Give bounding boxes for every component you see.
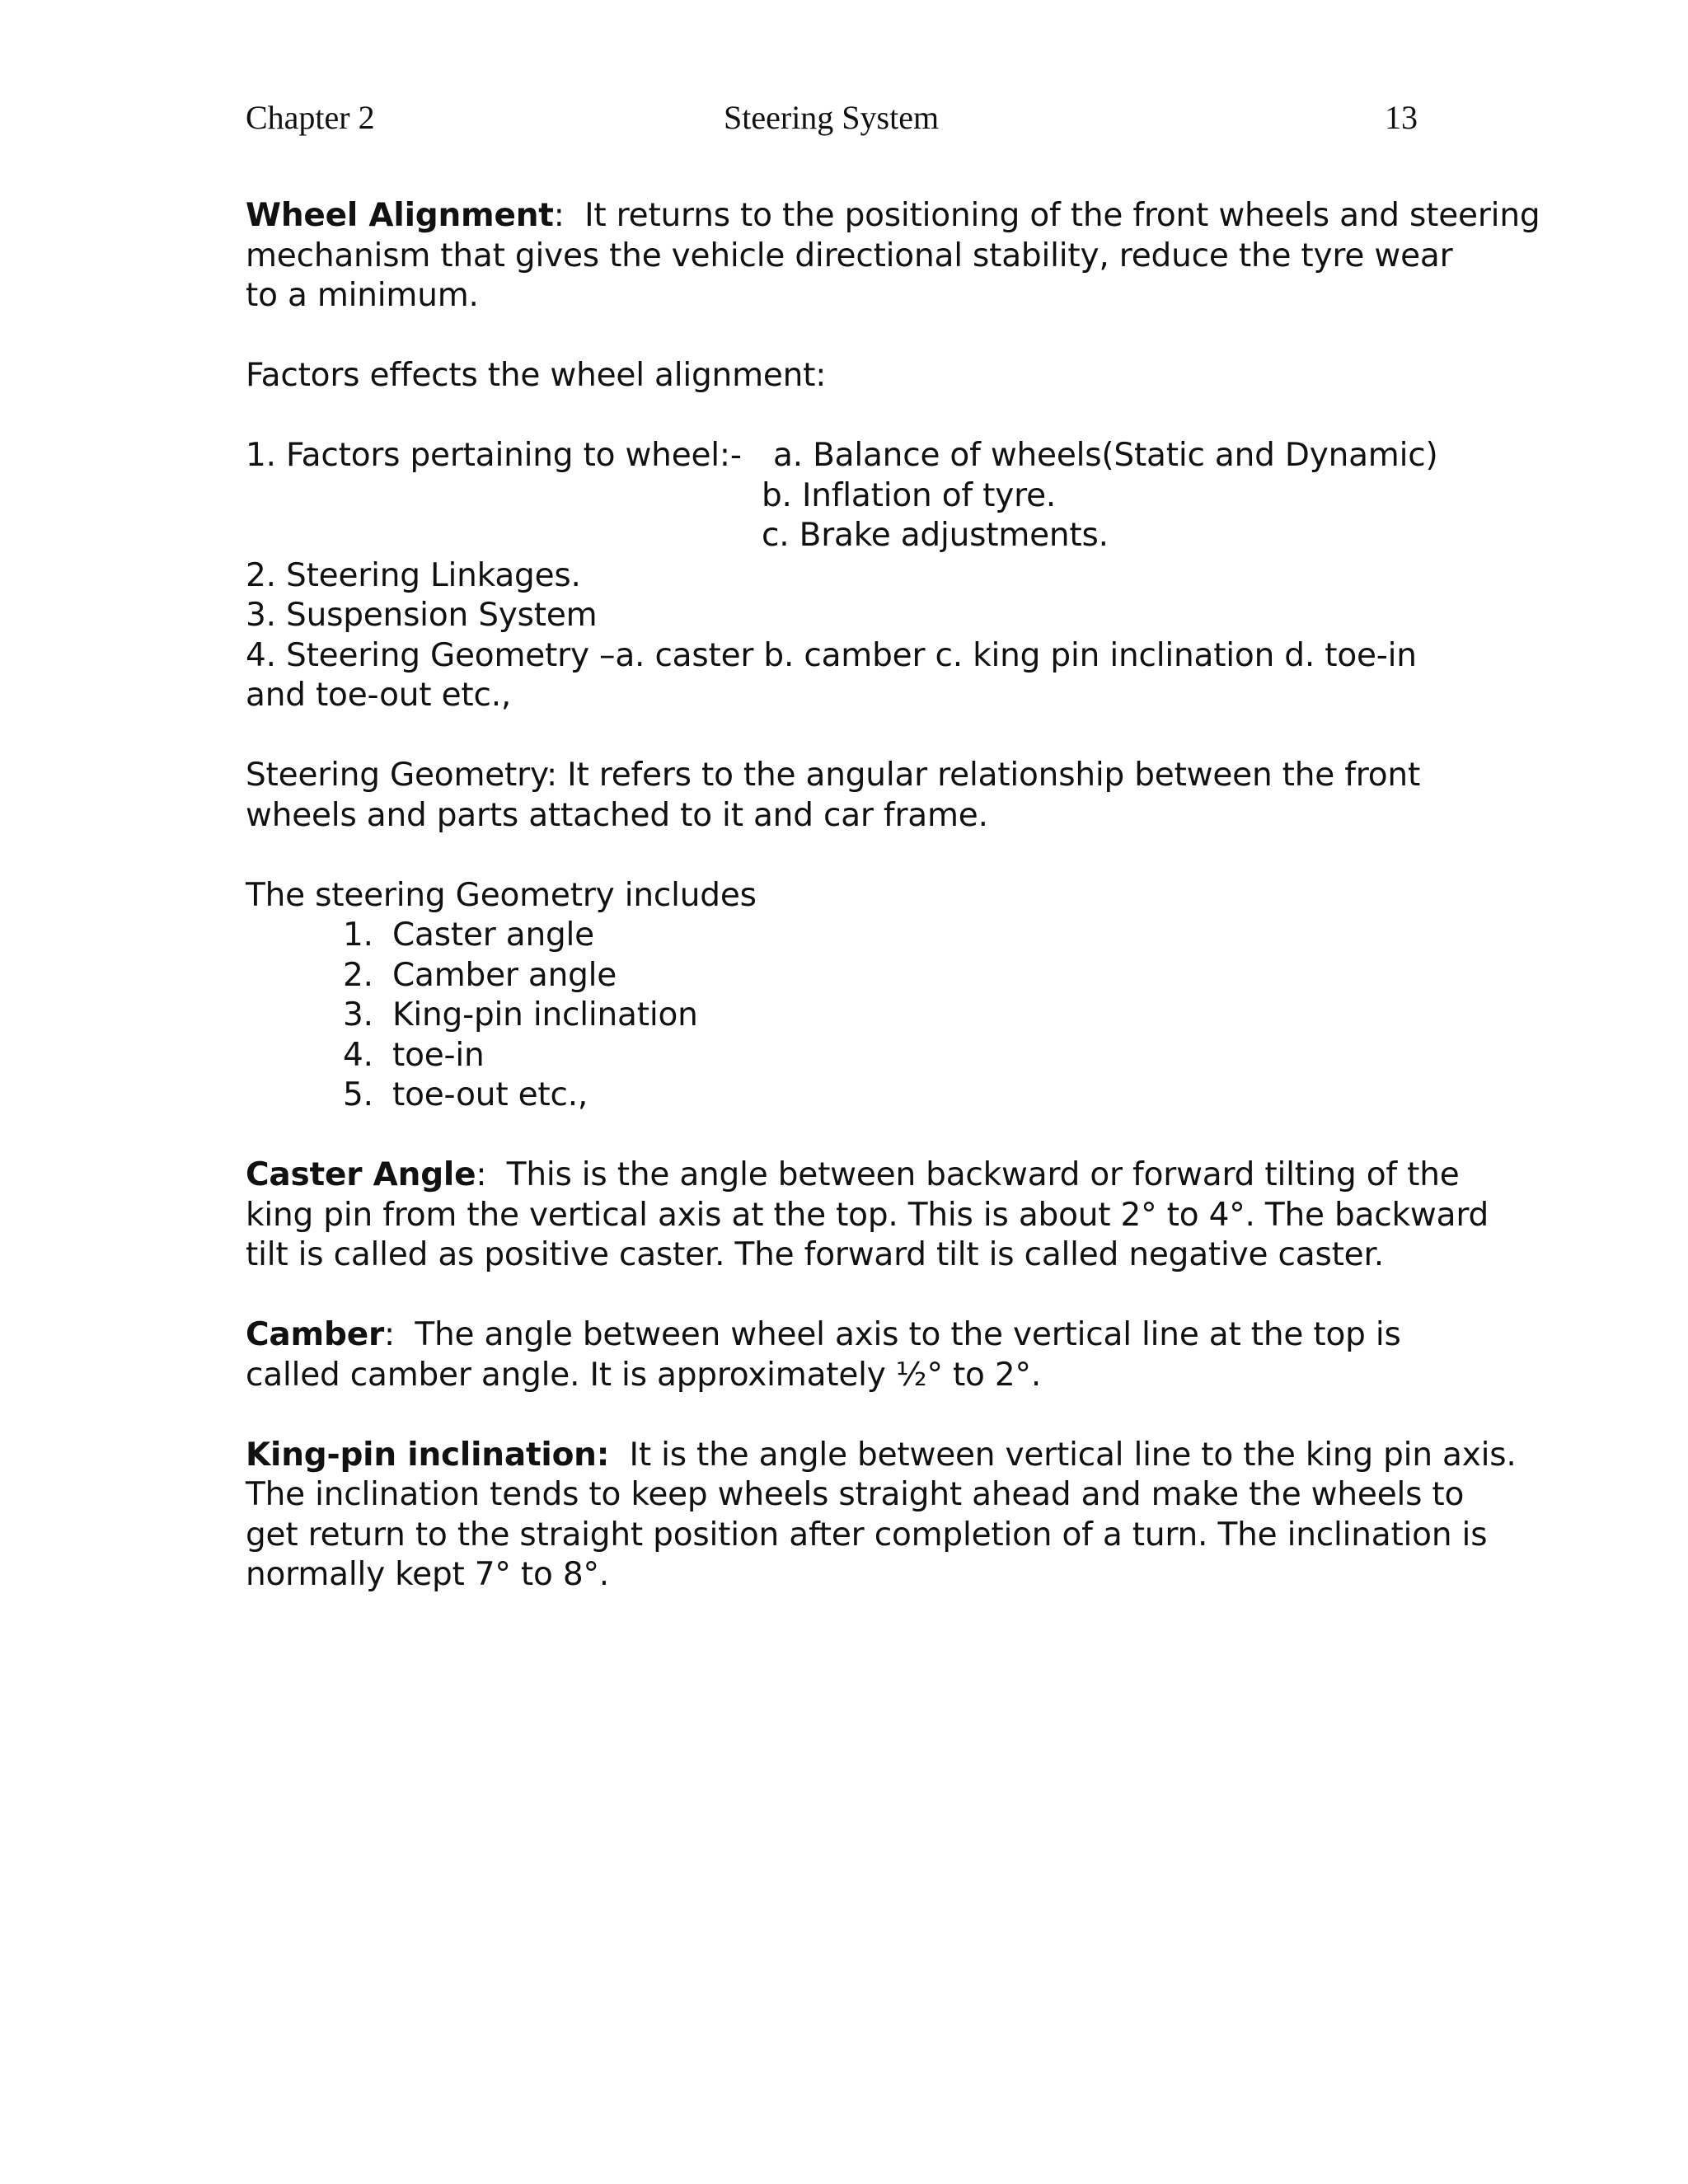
factor-item-1: [246, 436, 1482, 476]
list-item: [246, 1076, 1482, 1116]
paragraph-gap: [246, 396, 1482, 437]
paragraph-gap: [246, 716, 1482, 757]
text-line: [246, 196, 1540, 237]
caster-paragraph: [246, 1155, 1489, 1276]
factor-item-2: 2. Steering Linkages.: [246, 556, 581, 594]
list-number: 4.: [343, 1036, 373, 1074]
chapter-title: Steering System: [724, 99, 940, 136]
geometry-list: [246, 916, 1482, 1116]
page-number: 13: [1385, 99, 1418, 136]
list-number: 3.: [343, 996, 373, 1033]
text-line: get return to the straight position after completion of a turn. The inclination is: [246, 1516, 1488, 1554]
factor-item-3: 3. Suspension System: [246, 597, 598, 634]
paragraph-text: It returns to the positioning of the front wheels and steering: [564, 197, 1540, 234]
factor-item-4-cont: and toe-out etc.,: [246, 677, 512, 714]
text-line: Steering Geometry: It refers to the angular relationship between the front: [246, 757, 1421, 794]
list-item: [246, 1036, 1482, 1076]
list-text: Camber angle: [392, 956, 617, 994]
kingpin-heading: King-pin inclination:: [246, 1436, 610, 1474]
paragraph-text: This is the angle between backward or forward tilting of the: [486, 1156, 1460, 1193]
paragraph-gap: [246, 1395, 1482, 1436]
geometry-includes-intro: The steering Geometry includes: [246, 876, 757, 914]
factor-subitem: c. Brake adjustments.: [762, 517, 1109, 554]
factor-subitem: a. Balance of wheels(Static and Dynamic): [773, 437, 1438, 474]
paragraph-text: It is the angle between vertical line to the king pin axis.: [609, 1436, 1517, 1474]
factor-item-4: 4. Steering Geometry –a. caster b. camber c. king pin inclination d. toe-in: [246, 636, 1417, 674]
kingpin-paragraph: [246, 1436, 1517, 1596]
text-line: [246, 1155, 1482, 1196]
paragraph-gap: [246, 1116, 1482, 1156]
list-item: [246, 916, 1482, 956]
chapter-label: Chapter 2: [246, 99, 375, 136]
list-number: 2.: [343, 956, 373, 994]
camber-heading: Camber: [246, 1316, 384, 1353]
list-item: [246, 956, 1482, 996]
text-line: to a minimum.: [246, 277, 479, 314]
list-item: [246, 996, 1482, 1036]
paragraph-gap: [246, 1276, 1482, 1316]
heading-colon: :: [553, 197, 565, 234]
text-line: tilt is called as positive caster. The forward tilt is called negative caster.: [246, 1236, 1384, 1273]
text-line: The inclination tends to keep wheels straight ahead and make the wheels to: [246, 1476, 1465, 1513]
text-line: wheels and parts attached to it and car frame.: [246, 796, 988, 834]
text-line: mechanism that gives the vehicle directional stability, reduce the tyre wear: [246, 237, 1453, 274]
factor-subitem-row: [246, 476, 1482, 517]
text-line: normally kept 7° to 8°.: [246, 1556, 609, 1593]
factor-item-1-label: 1. Factors pertaining to wheel:-: [246, 437, 742, 474]
factors-intro: Factors effects the wheel alignment:: [246, 357, 827, 394]
wheel-alignment-paragraph: [246, 196, 1540, 316]
paragraph-gap: [246, 316, 1482, 357]
heading-colon: :: [476, 1156, 487, 1193]
camber-paragraph: [246, 1315, 1482, 1395]
text-line: [246, 1436, 1517, 1476]
caster-heading: Caster Angle: [246, 1156, 476, 1193]
factor-subitem: b. Inflation of tyre.: [762, 476, 1057, 514]
heading-colon: :: [383, 1316, 395, 1353]
list-number: 1.: [343, 916, 373, 954]
list-number: 5.: [343, 1076, 373, 1113]
list-text: toe-out etc.,: [392, 1076, 588, 1113]
body-text: [246, 196, 1540, 1596]
list-text: toe-in: [392, 1036, 485, 1074]
text-line: called camber angle. It is approximately ½° to 2°.: [246, 1356, 1042, 1394]
wheel-alignment-heading: Wheel Alignment: [246, 197, 554, 234]
text-line: king pin from the vertical axis at the top. This is about 2° to 4°. The backward: [246, 1196, 1489, 1234]
paragraph-text: The angle between wheel axis to the vertical line at the top is: [394, 1316, 1401, 1353]
list-text: Caster angle: [392, 916, 594, 954]
page-header: [246, 97, 1418, 147]
text-line: [246, 1315, 1482, 1356]
list-text: King-pin inclination: [392, 996, 698, 1033]
paragraph-gap: [246, 836, 1482, 876]
factor-subitem-row: [246, 516, 1482, 556]
